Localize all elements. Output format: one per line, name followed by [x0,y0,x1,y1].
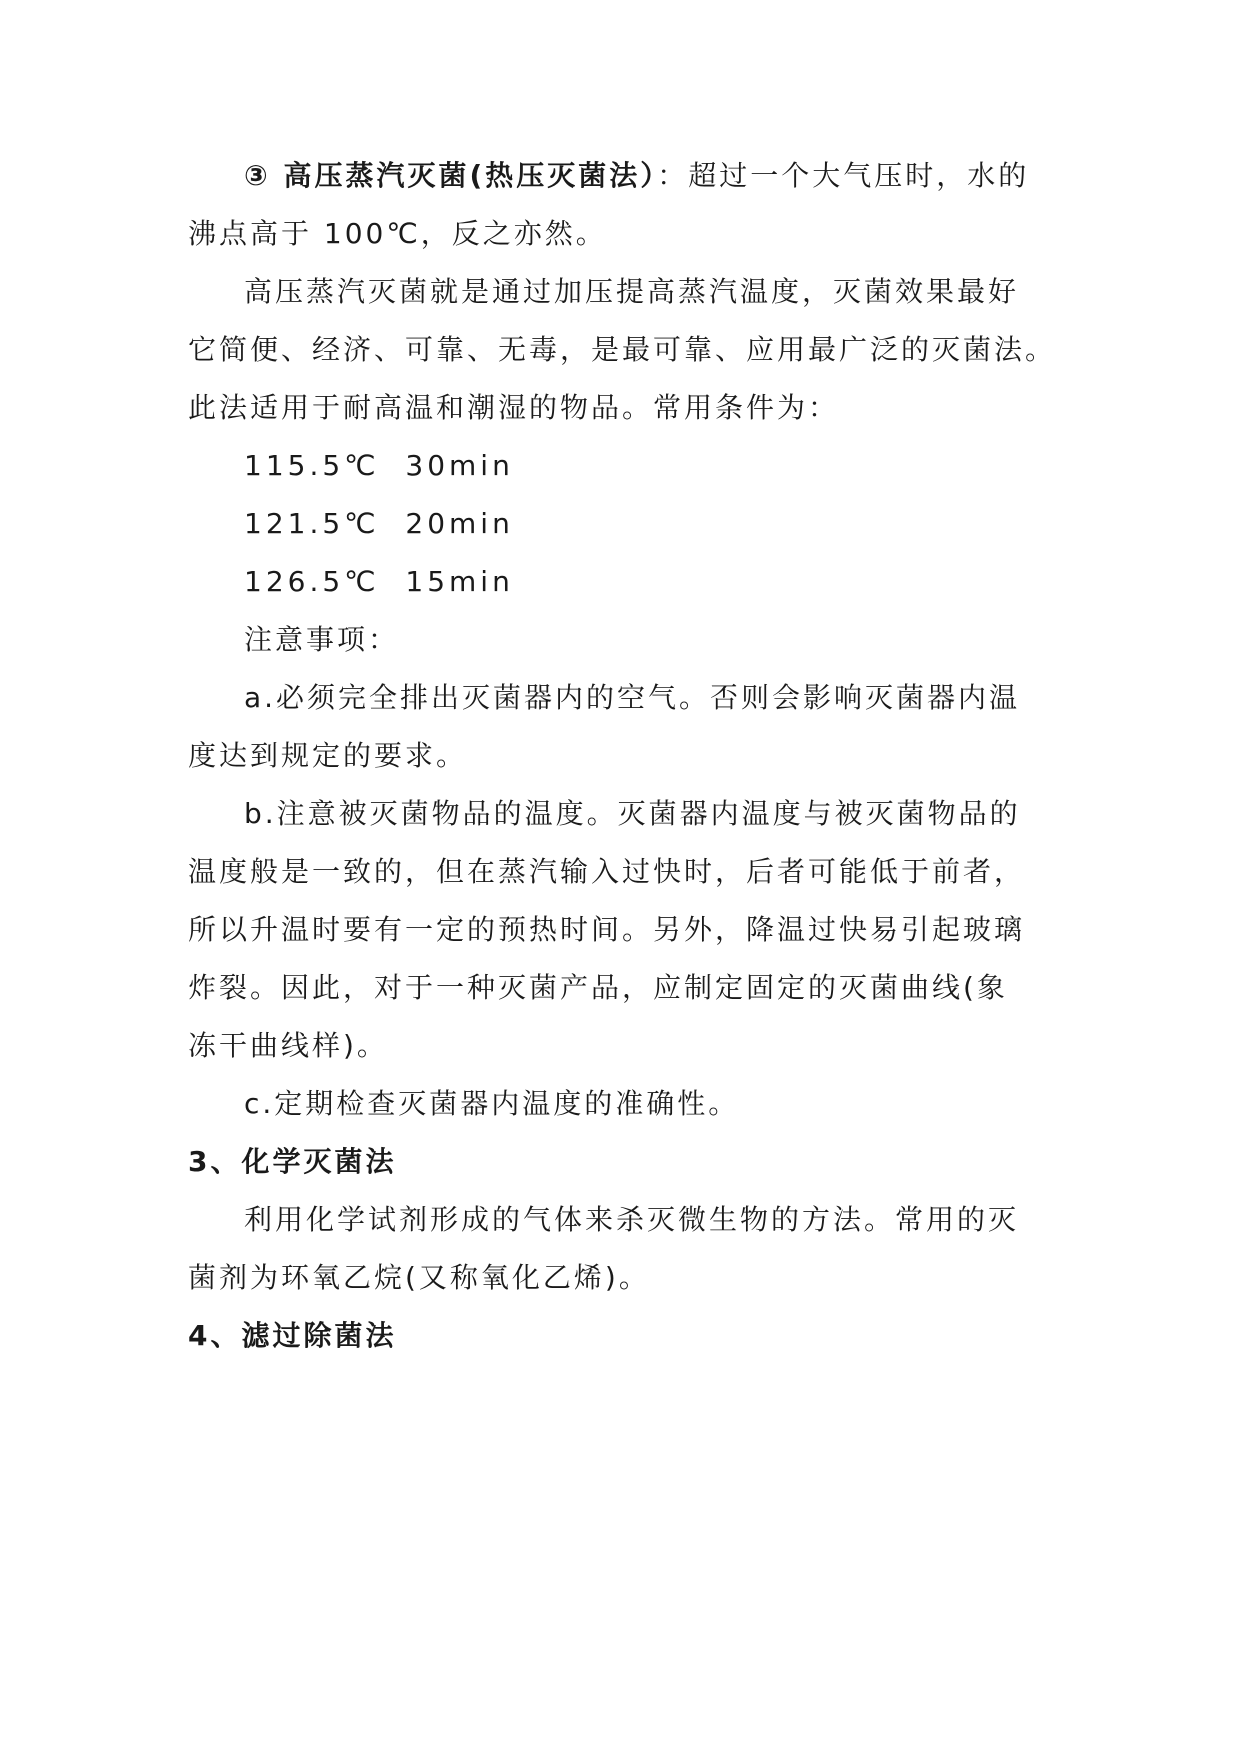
note-b-line2: 温度般是一致的，但在蒸汽输入过快时，后者可能低于前者， [188,855,1026,888]
note-b-line1: b.注意被灭菌物品的温度。灭菌器内温度与被灭菌物品的 [244,797,1021,830]
para1-line1-rest: ：超过一个大气压时，水的 [657,159,1030,192]
note-c: c.定期检查灭菌器内温度的准确性。 [244,1087,740,1120]
note-a-line2: 度达到规定的要求。 [188,739,468,772]
para1-heading: ③ 高压蒸汽灭菌(热压灭菌法） [244,159,658,192]
para2-line2: 它简便、经济、可靠、无毒，是最可靠、应用最广泛的灭菌法。 [188,333,1057,366]
condition-1: 115.5℃ 30min [244,449,514,482]
para2-line3: 此法适用于耐高温和潮湿的物品。常用条件为： [188,391,840,424]
section3-line1: 利用化学试剂形成的气体来杀灭微生物的方法。常用的灭 [244,1203,1020,1236]
section3-line2: 菌剂为环氧乙烷(又称氧化乙烯)。 [188,1261,650,1294]
note-b-line4: 炸裂。因此，对于一种灭菌产品，应制定固定的灭菌曲线(象 [188,971,1008,1004]
section3-heading: 3、化学灭菌法 [188,1145,397,1178]
section4-heading: 4、滤过除菌法 [188,1319,397,1352]
para1-line2: 沸点高于 100℃，反之亦然。 [188,217,607,250]
note-b-line3: 所以升温时要有一定的预热时间。另外，降温过快易引起玻璃 [188,913,1026,946]
notes-title: 注意事项： [244,623,400,656]
para2-line1: 高压蒸汽灭菌就是通过加压提高蒸汽温度，灭菌效果最好 [244,275,1020,308]
condition-2: 121.5℃ 20min [244,507,514,540]
note-b-line5: 冻干曲线样)。 [188,1029,388,1062]
note-a-line1: a.必须完全排出灭菌器内的空气。否则会影响灭菌器内温 [244,681,1021,714]
condition-3: 126.5℃ 15min [244,565,514,598]
para1-line1 [244,156,1029,196]
